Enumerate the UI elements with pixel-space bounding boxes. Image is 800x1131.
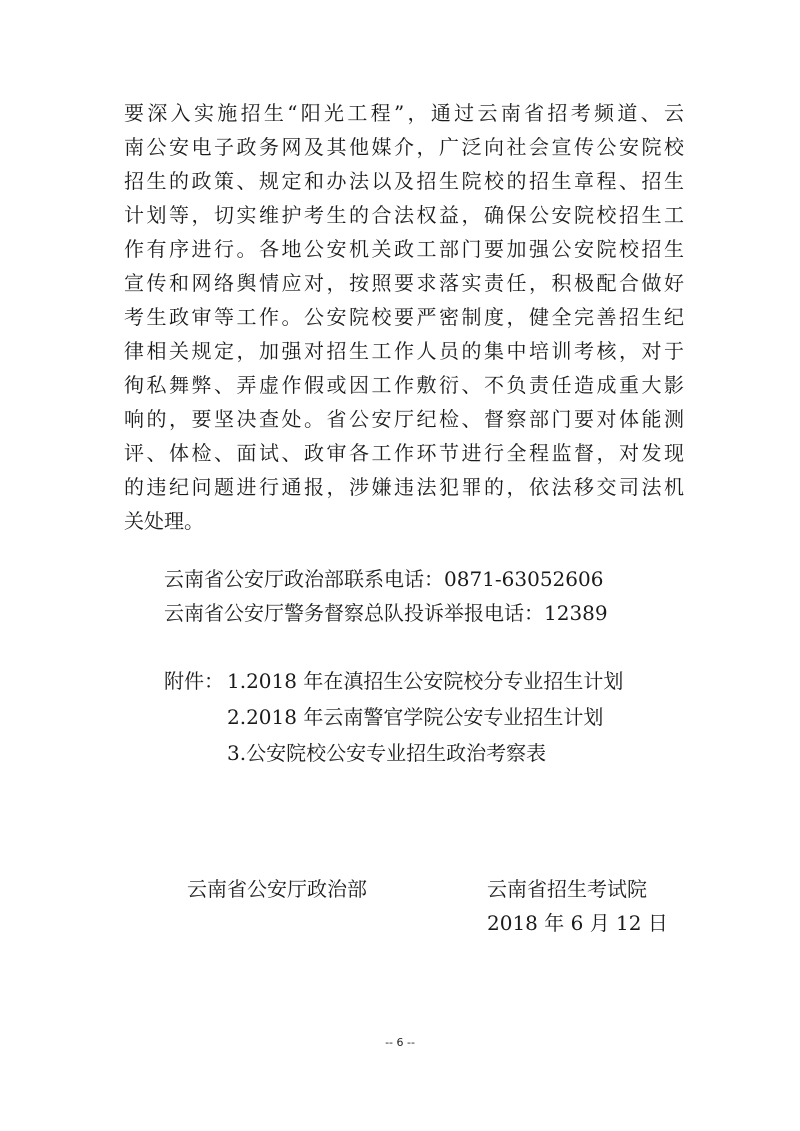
body-line: 宣传和网络舆情应对，按照要求落实责任，积极配合做好 [124, 271, 684, 295]
body-line: 南公安电子政务网及其他媒介，广泛向社会宣传公安院校 [124, 135, 684, 159]
contact-phone-complaint: 云南省公安厅警务督察总队投诉举报电话：12389 [164, 601, 608, 625]
body-line: 关处理。 [124, 509, 204, 533]
page-number: -- 6 -- [385, 1036, 415, 1049]
body-line: 评、体检、面试、政审各工作环节进行全程监督，对发现 [124, 441, 684, 465]
body-line: 作有序进行。各地公安机关政工部门要加强公安院校招生 [124, 237, 684, 261]
body-line: 考生政审等工作。公安院校要严密制度，健全完善招生纪 [124, 305, 684, 329]
body-line: 徇私舞弊、弄虚作假或因工作敷衍、不负责任造成重大影 [124, 373, 684, 397]
body-line: 响的，要坚决查处。省公安厅纪检、督察部门要对体能测 [124, 407, 684, 431]
body-line: 的违纪问题进行通报，涉嫌违法犯罪的，依法移交司法机 [124, 475, 684, 499]
signature-right-org: 云南省招生考试院 [487, 877, 647, 901]
attachment-item: 3.公安院校公安专业招生政治考察表 [227, 741, 547, 765]
contact-phone-political-dept: 云南省公安厅政治部联系电话：0871-63052606 [164, 567, 604, 591]
attachment-item: 1.2018 年在滇招生公安院校分专业招生计划 [227, 669, 624, 693]
body-line: 计划等，切实维护考生的合法权益，确保公安院校招生工 [124, 203, 684, 227]
attachment-item: 2.2018 年云南警官学院公安专业招生计划 [227, 705, 604, 729]
signature-date: 2018 年 6 月 12 日 [487, 911, 668, 935]
attachments-prefix: 附件： [164, 669, 224, 693]
body-line: 要深入实施招生“阳光工程”，通过云南省招考频道、云 [124, 101, 684, 125]
body-line: 律相关规定，加强对招生工作人员的集中培训考核，对于 [124, 339, 684, 363]
body-line: 招生的政策、规定和办法以及招生院校的招生章程、招生 [124, 169, 684, 193]
signature-left-org: 云南省公安厅政治部 [187, 877, 367, 901]
